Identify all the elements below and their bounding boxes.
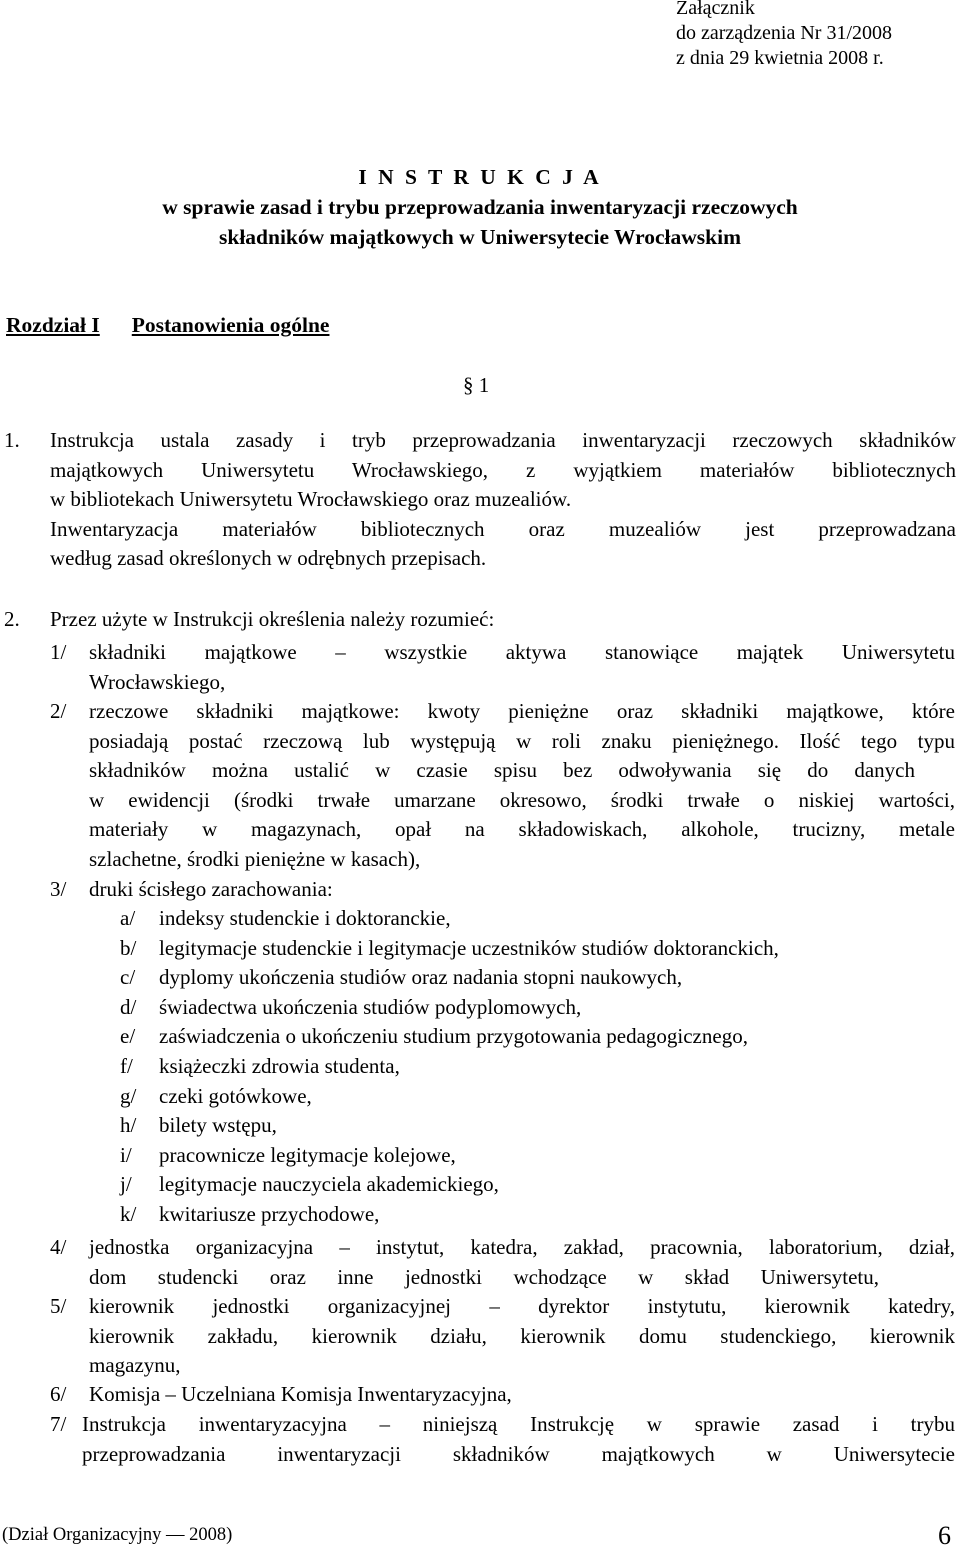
def-1-text [89,638,955,697]
item-text: zaświadczenia o ukończeniu studium przygotowania pedagogicznego, [159,1024,748,1049]
p1-line: majątkowych Uniwersytetu Wrocławskiego, z wyjątkiem materiałów bibliotecznych [50,457,956,482]
item-text: bilety wstępu, [159,1113,277,1138]
def-2-line: w ewidencji (środki trwałe umarzane okresowo, środki trwałe o niskiej wartości, [89,787,955,812]
item-text: legitymacje nauczyciela akademickiego, [159,1172,499,1197]
def-5-text [89,1292,955,1381]
def-3-number: 3/ [50,877,67,901]
def-2-line: szlachetne, środki pieniężne w kasach), [89,846,421,871]
def-2-number: 2/ [50,699,67,723]
title-line-1: I N S T R U K C J A [358,165,602,189]
item-letter: f/ [120,1053,133,1078]
section-number: § 1 [463,373,490,397]
def-5-number: 5/ [50,1294,67,1318]
item-letter: g/ [120,1083,137,1108]
def-7-number: 7/ [50,1412,67,1436]
def-7-line: przeprowadzania inwentaryzacji składników majątkowych w Uniwersytecie [82,1441,955,1466]
item-text: indeksy studenckie i doktoranckie, [159,906,451,930]
p2-intro: Przez użyte w Instrukcji określenia należy rozumieć: [50,607,495,631]
item-letter: c/ [120,965,136,990]
item-letter: h/ [120,1113,137,1138]
item-text: książeczki zdrowia studenta, [159,1053,400,1078]
def-4-line: jednostka organizacyjna – instytut, katedra, zakład, pracownia, laboratorium, dział, [89,1235,955,1259]
def-4-line: dom studencki oraz inne jednostki wchodzące w skład Uniwersytetu, [89,1264,879,1289]
def-2-line: materiały w magazynach, opał na składowiskach, alkohole, trucizny, metale [89,817,955,841]
chapter-heading [6,311,329,341]
annex-line-2: do zarządzenia Nr 31/2008 [676,22,893,44]
item-letter: k/ [120,1201,137,1226]
def-2-text [89,697,955,874]
def-5-line: kierownik zakładu, kierownik działu, kierownik domu studenckiego, kierownik [89,1323,955,1348]
def-3-text: druki ścisłego zarachowania: [89,877,333,901]
title-line-3: składników majątkowych w Uniwersytecie Wrocławskim [219,225,741,249]
item-text: legitymacje studenckie i legitymacje uczestników studiów doktoranckich, [159,935,779,960]
item-text: dyplomy ukończenia studiów oraz nadania stopni naukowych, [159,965,683,990]
p2-number: 2. [4,607,20,631]
def-6-text: Komisja – Uczelniana Komisja Inwentaryzacyjna, [89,1382,512,1406]
def-2-line: rzeczowe składniki majątkowe: kwoty pieniężne oraz składniki majątkowe, które [89,699,955,723]
def-7-line: Instrukcja inwentaryzacyjna – niniejszą Instrukcję w sprawie zasad i trybu [82,1412,955,1436]
item-letter: d/ [120,994,137,1019]
def-2-line: składników można ustalić w czasie spisu bez odwoływania się do danych [89,758,915,782]
def-5-line: kierownik jednostki organizacyjnej – dyrektor instytutu, kierownik katedry, [89,1294,955,1318]
def-4-text [89,1233,955,1292]
p1-number: 1. [4,428,20,452]
footer-source: (Dział Organizacyjny — 2008) [2,1525,233,1545]
def-5-line: magazynu, [89,1353,181,1377]
p1-line: Instrukcja ustala zasady i tryb przeprowadzania inwentaryzacji rzeczowych składników [50,428,956,452]
def-1-line: Wrocławskiego, [89,669,226,694]
def-4-number: 4/ [50,1235,67,1259]
chapter-label: Rozdział I [6,313,100,337]
chapter-name: Postanowienia ogólne [131,313,330,337]
def-7-text [82,1410,955,1469]
item-letter: a/ [120,906,136,930]
p1-line: w bibliotekach Uniwersytetu Wrocławskiego oraz muzealiów. [50,487,572,511]
p1-line: według zasad określonych w odrębnych przepisach. [50,546,487,570]
item-text: świadectwa ukończenia studiów podyplomowych, [159,994,582,1019]
item-letter: b/ [120,935,137,960]
item-text: czeki gotówkowe, [159,1083,312,1108]
annex-header [676,0,892,71]
def-2-line: posiadają postać rzeczową lub występują w roli znaku pieniężnego. Ilość tego typu [89,728,955,753]
item-letter: i/ [120,1142,132,1167]
annex-line-1: Załącznik [676,0,755,19]
page-number: 6 [938,1521,951,1550]
annex-line-3: z dnia 29 kwietnia 2008 r. [676,47,884,69]
item-letter: e/ [120,1024,136,1049]
item-text: kwitariusze przychodowe, [159,1201,380,1226]
item-text: pracownicze legitymacje kolejowe, [159,1142,456,1167]
document-title [0,162,960,252]
p1-body [50,426,956,574]
def-1-line: składniki majątkowe – wszystkie aktywa stanowiące majątek Uniwersytetu [89,640,955,664]
def-1-number: 1/ [50,640,67,664]
def-6-number: 6/ [50,1382,67,1406]
item-letter: j/ [120,1172,132,1197]
title-line-2: w sprawie zasad i trybu przeprowadzania inwentaryzacji rzeczowych [162,195,798,219]
p1-line: Inwentaryzacja materiałów bibliotecznych oraz muzealiów jest przeprowadzana [50,516,956,541]
